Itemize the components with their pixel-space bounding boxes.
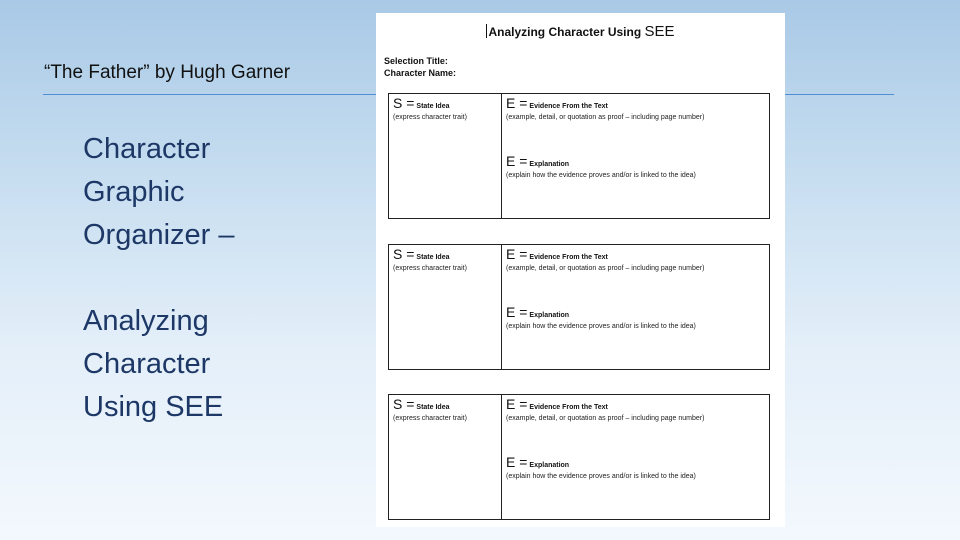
title-spacer	[83, 257, 363, 300]
see-box	[388, 394, 770, 520]
worksheet-title-main: Analyzing Character Using	[488, 25, 645, 39]
title-line: Character	[83, 133, 211, 165]
slide-subtitle: “The Father” by Hugh Garner	[44, 62, 291, 83]
selection-title-label: Selection Title:	[384, 56, 448, 66]
explanation-block	[506, 153, 696, 179]
title-line: Analyzing	[83, 305, 209, 337]
e-letter: E =	[506, 396, 528, 412]
s-label: State Idea	[416, 404, 450, 411]
explanation-hint: (explain how the evidence proves and/or is linked to the idea)	[506, 323, 696, 330]
evidence-hint: (example, detail, or quotation as proof – including page number)	[506, 415, 705, 422]
explanation-label: Explanation	[529, 462, 570, 469]
s-hint: (express character trait)	[393, 265, 467, 272]
state-idea-column	[389, 245, 502, 369]
title-line: Organizer –	[83, 219, 235, 251]
explanation-block	[506, 454, 696, 480]
evidence-column	[502, 395, 769, 519]
explanation-hint: (explain how the evidence proves and/or is linked to the idea)	[506, 172, 696, 179]
slide-title	[83, 128, 363, 429]
s-hint: (express character trait)	[393, 415, 467, 422]
evidence-label: Evidence From the Text	[529, 103, 608, 110]
worksheet-image	[376, 13, 785, 527]
e-letter: E =	[506, 304, 528, 320]
title-line: Character	[83, 348, 211, 380]
character-name-label: Character Name:	[384, 68, 457, 78]
s-label: State Idea	[416, 254, 450, 261]
worksheet-title-see: SEE	[644, 23, 675, 40]
explanation-label: Explanation	[529, 312, 570, 319]
see-box	[388, 93, 770, 219]
evidence-label: Evidence From the Text	[529, 254, 608, 261]
e-letter: E =	[506, 153, 528, 169]
evidence-column	[502, 94, 769, 218]
e-letter: E =	[506, 95, 528, 111]
see-box	[388, 244, 770, 370]
evidence-label: Evidence From the Text	[529, 404, 608, 411]
s-letter: S =	[393, 95, 415, 111]
explanation-label: Explanation	[529, 161, 570, 168]
explanation-hint: (explain how the evidence proves and/or is linked to the idea)	[506, 473, 696, 480]
s-letter: S =	[393, 396, 415, 412]
state-idea-column	[389, 395, 502, 519]
worksheet-title	[376, 23, 785, 40]
s-hint: (express character trait)	[393, 114, 467, 121]
evidence-hint: (example, detail, or quotation as proof – including page number)	[506, 114, 705, 121]
s-letter: S =	[393, 246, 415, 262]
evidence-hint: (example, detail, or quotation as proof – including page number)	[506, 265, 705, 272]
evidence-column	[502, 245, 769, 369]
title-line: Graphic	[83, 176, 185, 208]
state-idea-column	[389, 94, 502, 218]
title-line: Using SEE	[83, 391, 224, 423]
explanation-block	[506, 304, 696, 330]
s-label: State Idea	[416, 103, 450, 110]
e-letter: E =	[506, 454, 528, 470]
e-letter: E =	[506, 246, 528, 262]
